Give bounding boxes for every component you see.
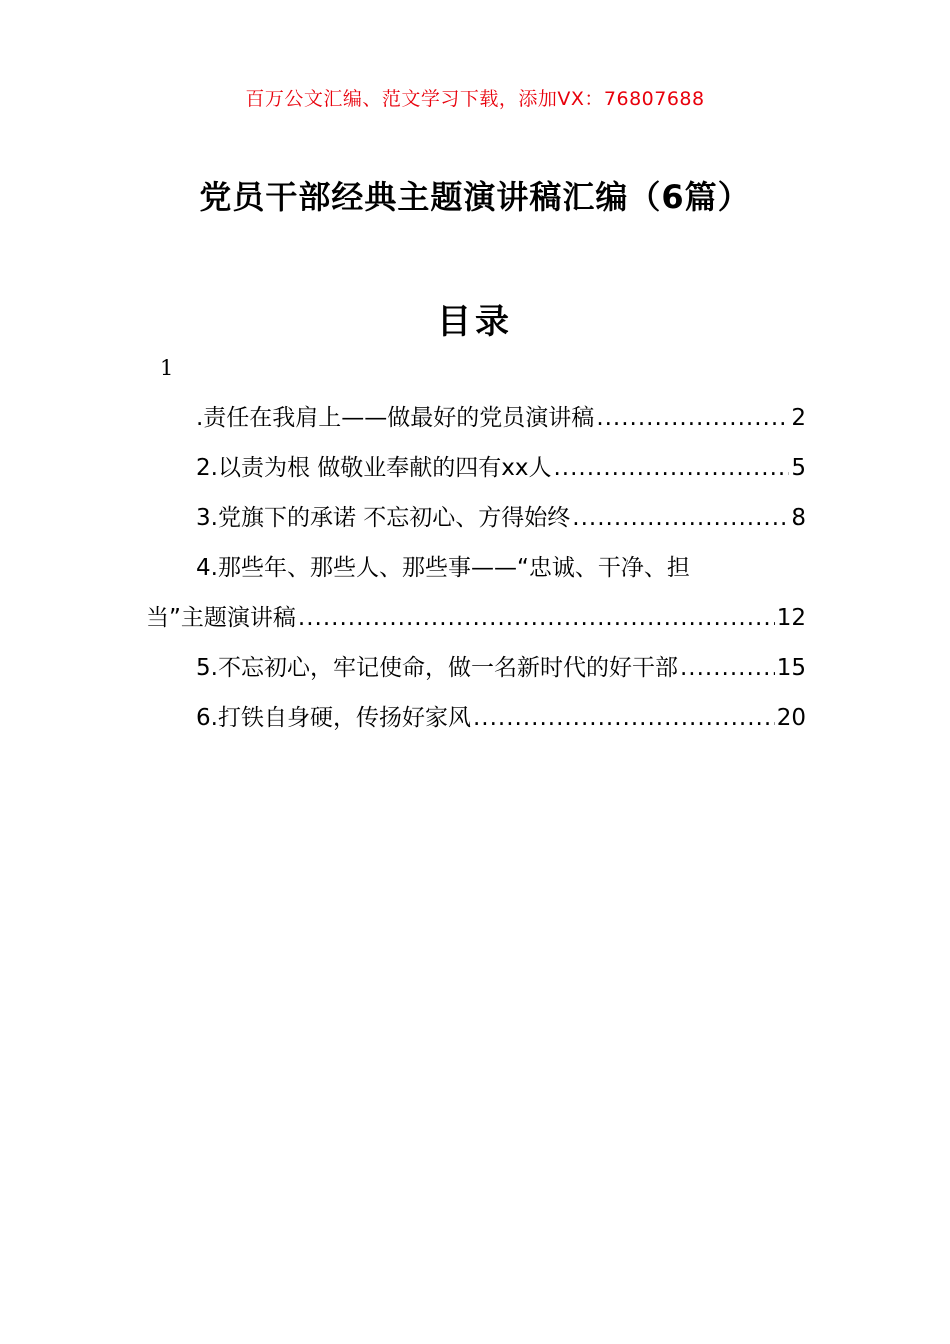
toc-entry-title: 4.那些年、那些人、那些事——“忠诚、干净、担 (196, 555, 690, 581)
toc-dot-leader (553, 443, 789, 493)
toc-entry-title: 5.不忘初心，牢记使命，做一名新时代的好干部 (196, 655, 678, 681)
toc-entry-title: 3.党旗下的承诺 不忘初心、方得始终 (196, 505, 571, 531)
toc-entry-2[interactable] (146, 443, 806, 493)
toc-page-number: 5 (791, 455, 806, 481)
toc-entry-4-line2[interactable] (146, 593, 806, 643)
toc-page-number: 8 (791, 505, 806, 531)
stray-number: 1 (160, 356, 174, 380)
toc-page-number: 2 (791, 405, 806, 431)
toc-entry-title: .责任在我肩上——做最好的党员演讲稿 (196, 405, 595, 431)
toc-dot-leader (473, 693, 775, 743)
toc-entry-title-continued: 当”主题演讲稿 (146, 605, 296, 631)
toc-dot-leader (298, 593, 775, 643)
toc-dot-leader (572, 493, 789, 543)
toc-entry-title: 2.以责为根 做敬业奉献的四有xx人 (196, 455, 552, 481)
header-watermark-note: 百万公文汇编、范文学习下载，添加VX：76807688 (245, 88, 705, 110)
toc-page-number: 20 (776, 705, 806, 731)
toc-entry-6[interactable] (146, 693, 806, 743)
toc-heading: 目录 (437, 302, 513, 342)
toc-entry-title: 6.打铁自身硬，传扬好家风 (196, 705, 471, 731)
toc-dot-leader (680, 643, 775, 693)
toc-entry-1[interactable] (146, 393, 806, 443)
toc-page-number: 15 (776, 655, 806, 681)
toc-entry-3[interactable] (146, 493, 806, 543)
document-title: 党员干部经典主题演讲稿汇编（6篇） (199, 178, 751, 216)
toc-dot-leader (596, 393, 789, 443)
table-of-contents (146, 393, 806, 743)
toc-entry-4-line1[interactable] (146, 543, 806, 593)
toc-entry-5[interactable] (146, 643, 806, 693)
toc-page-number: 12 (776, 605, 806, 631)
